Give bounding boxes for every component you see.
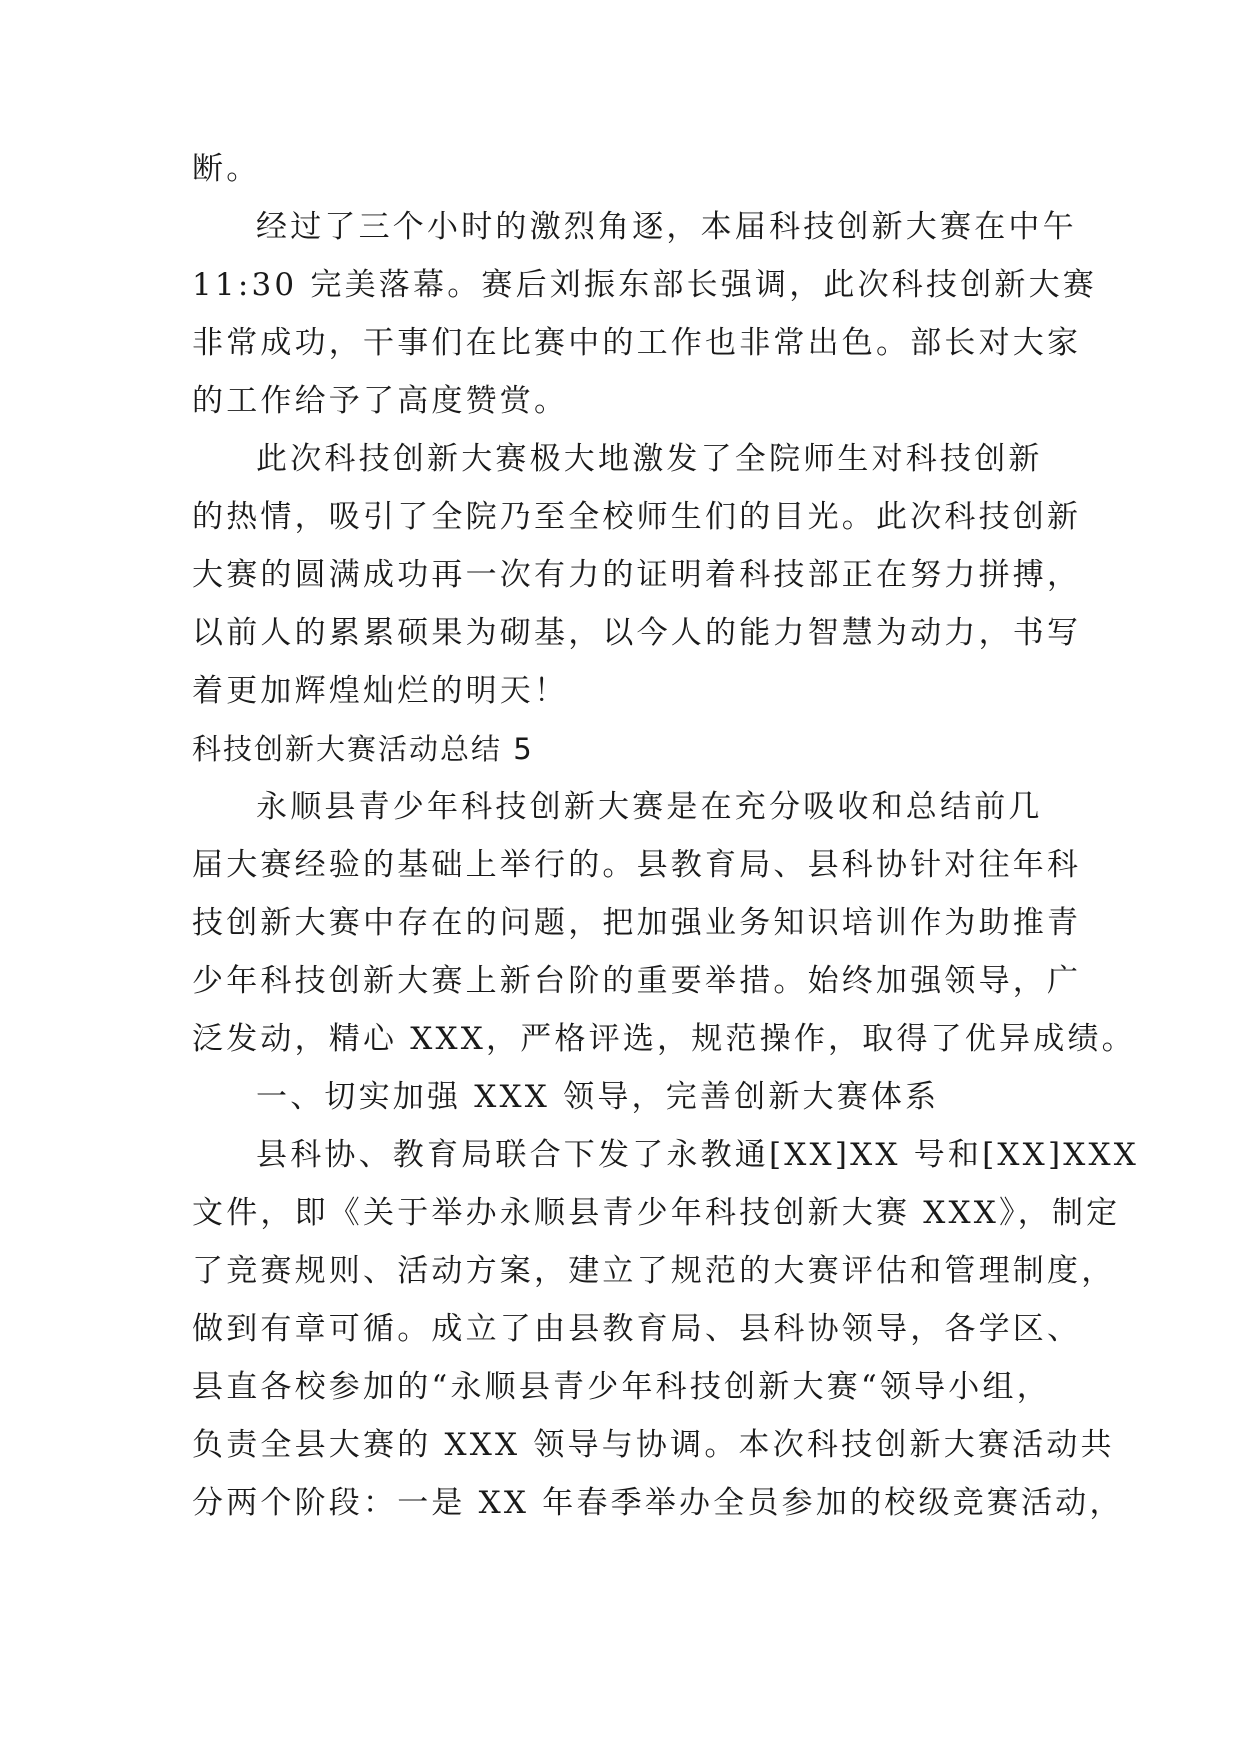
paragraph-line: 文件，即《关于举办永顺县青少年科技创新大赛 XXX》，制定 (192, 1195, 1121, 1231)
paragraph-line: 了竞赛规则、活动方案，建立了规范的大赛评估和管理制度， (192, 1253, 1116, 1289)
document-body (192, 140, 1140, 1532)
paragraph-line: 技创新大赛中存在的问题，把加强业务知识培训作为助推青 (192, 905, 1082, 941)
paragraph-line: 少年科技创新大赛上新台阶的重要举措。始终加强领导，广 (192, 963, 1082, 999)
paragraph-line: 断。 (192, 151, 261, 187)
paragraph-line: 做到有章可循。成立了由县教育局、县科协领导，各学区、 (192, 1311, 1082, 1347)
paragraph-line: 负责全县大赛的 XXX 领导与协调。本次科技创新大赛活动共 (192, 1427, 1115, 1463)
paragraph-line: 大赛的圆满成功再一次有力的证明着科技部正在努力拼搏， (192, 557, 1082, 593)
paragraph-line: 届大赛经验的基础上举行的。县教育局、县科协针对往年科 (192, 847, 1082, 883)
paragraph-line: 县直各校参加的“永顺县青少年科技创新大赛“领导小组， (192, 1369, 1051, 1405)
paragraph-line: 此次科技创新大赛极大地激发了全院师生对科技创新 (256, 441, 1043, 477)
paragraph-line: 泛发动，精心 XXX，严格评选，规范操作，取得了优异成绩。 (192, 1021, 1136, 1057)
paragraph-line: 11:30 完美落幕。赛后刘振东部长强调，此次科技创新大赛 (192, 267, 1097, 303)
paragraph-line: 永顺县青少年科技创新大赛是在充分吸收和总结前几 (256, 789, 1043, 825)
paragraph-line: 着更加辉煌灿烂的明天！ (192, 673, 569, 709)
paragraph-line: 以前人的累累硕果为砌基，以今人的能力智慧为动力，书写 (192, 615, 1082, 651)
paragraph-line: 非常成功，干事们在比赛中的工作也非常出色。部长对大家 (192, 325, 1082, 361)
paragraph-line: 分两个阶段：一是 XX 年春季举办全员参加的校级竞赛活动， (192, 1485, 1124, 1521)
paragraph-line: 的热情，吸引了全院乃至全校师生们的目光。此次科技创新 (192, 499, 1082, 535)
paragraph-line: 的工作给予了高度赞赏。 (192, 383, 569, 419)
paragraph-line: 经过了三个小时的激烈角逐，本届科技创新大赛在中午 (256, 209, 1077, 245)
paragraph-line: 县科协、教育局联合下发了永教通[XX]XX 号和[XX]XXX (256, 1137, 1140, 1173)
section-heading: 科技创新大赛活动总结 5 (192, 732, 534, 766)
subsection-heading: 一、切实加强 XXX 领导，完善创新大赛体系 (256, 1079, 940, 1115)
